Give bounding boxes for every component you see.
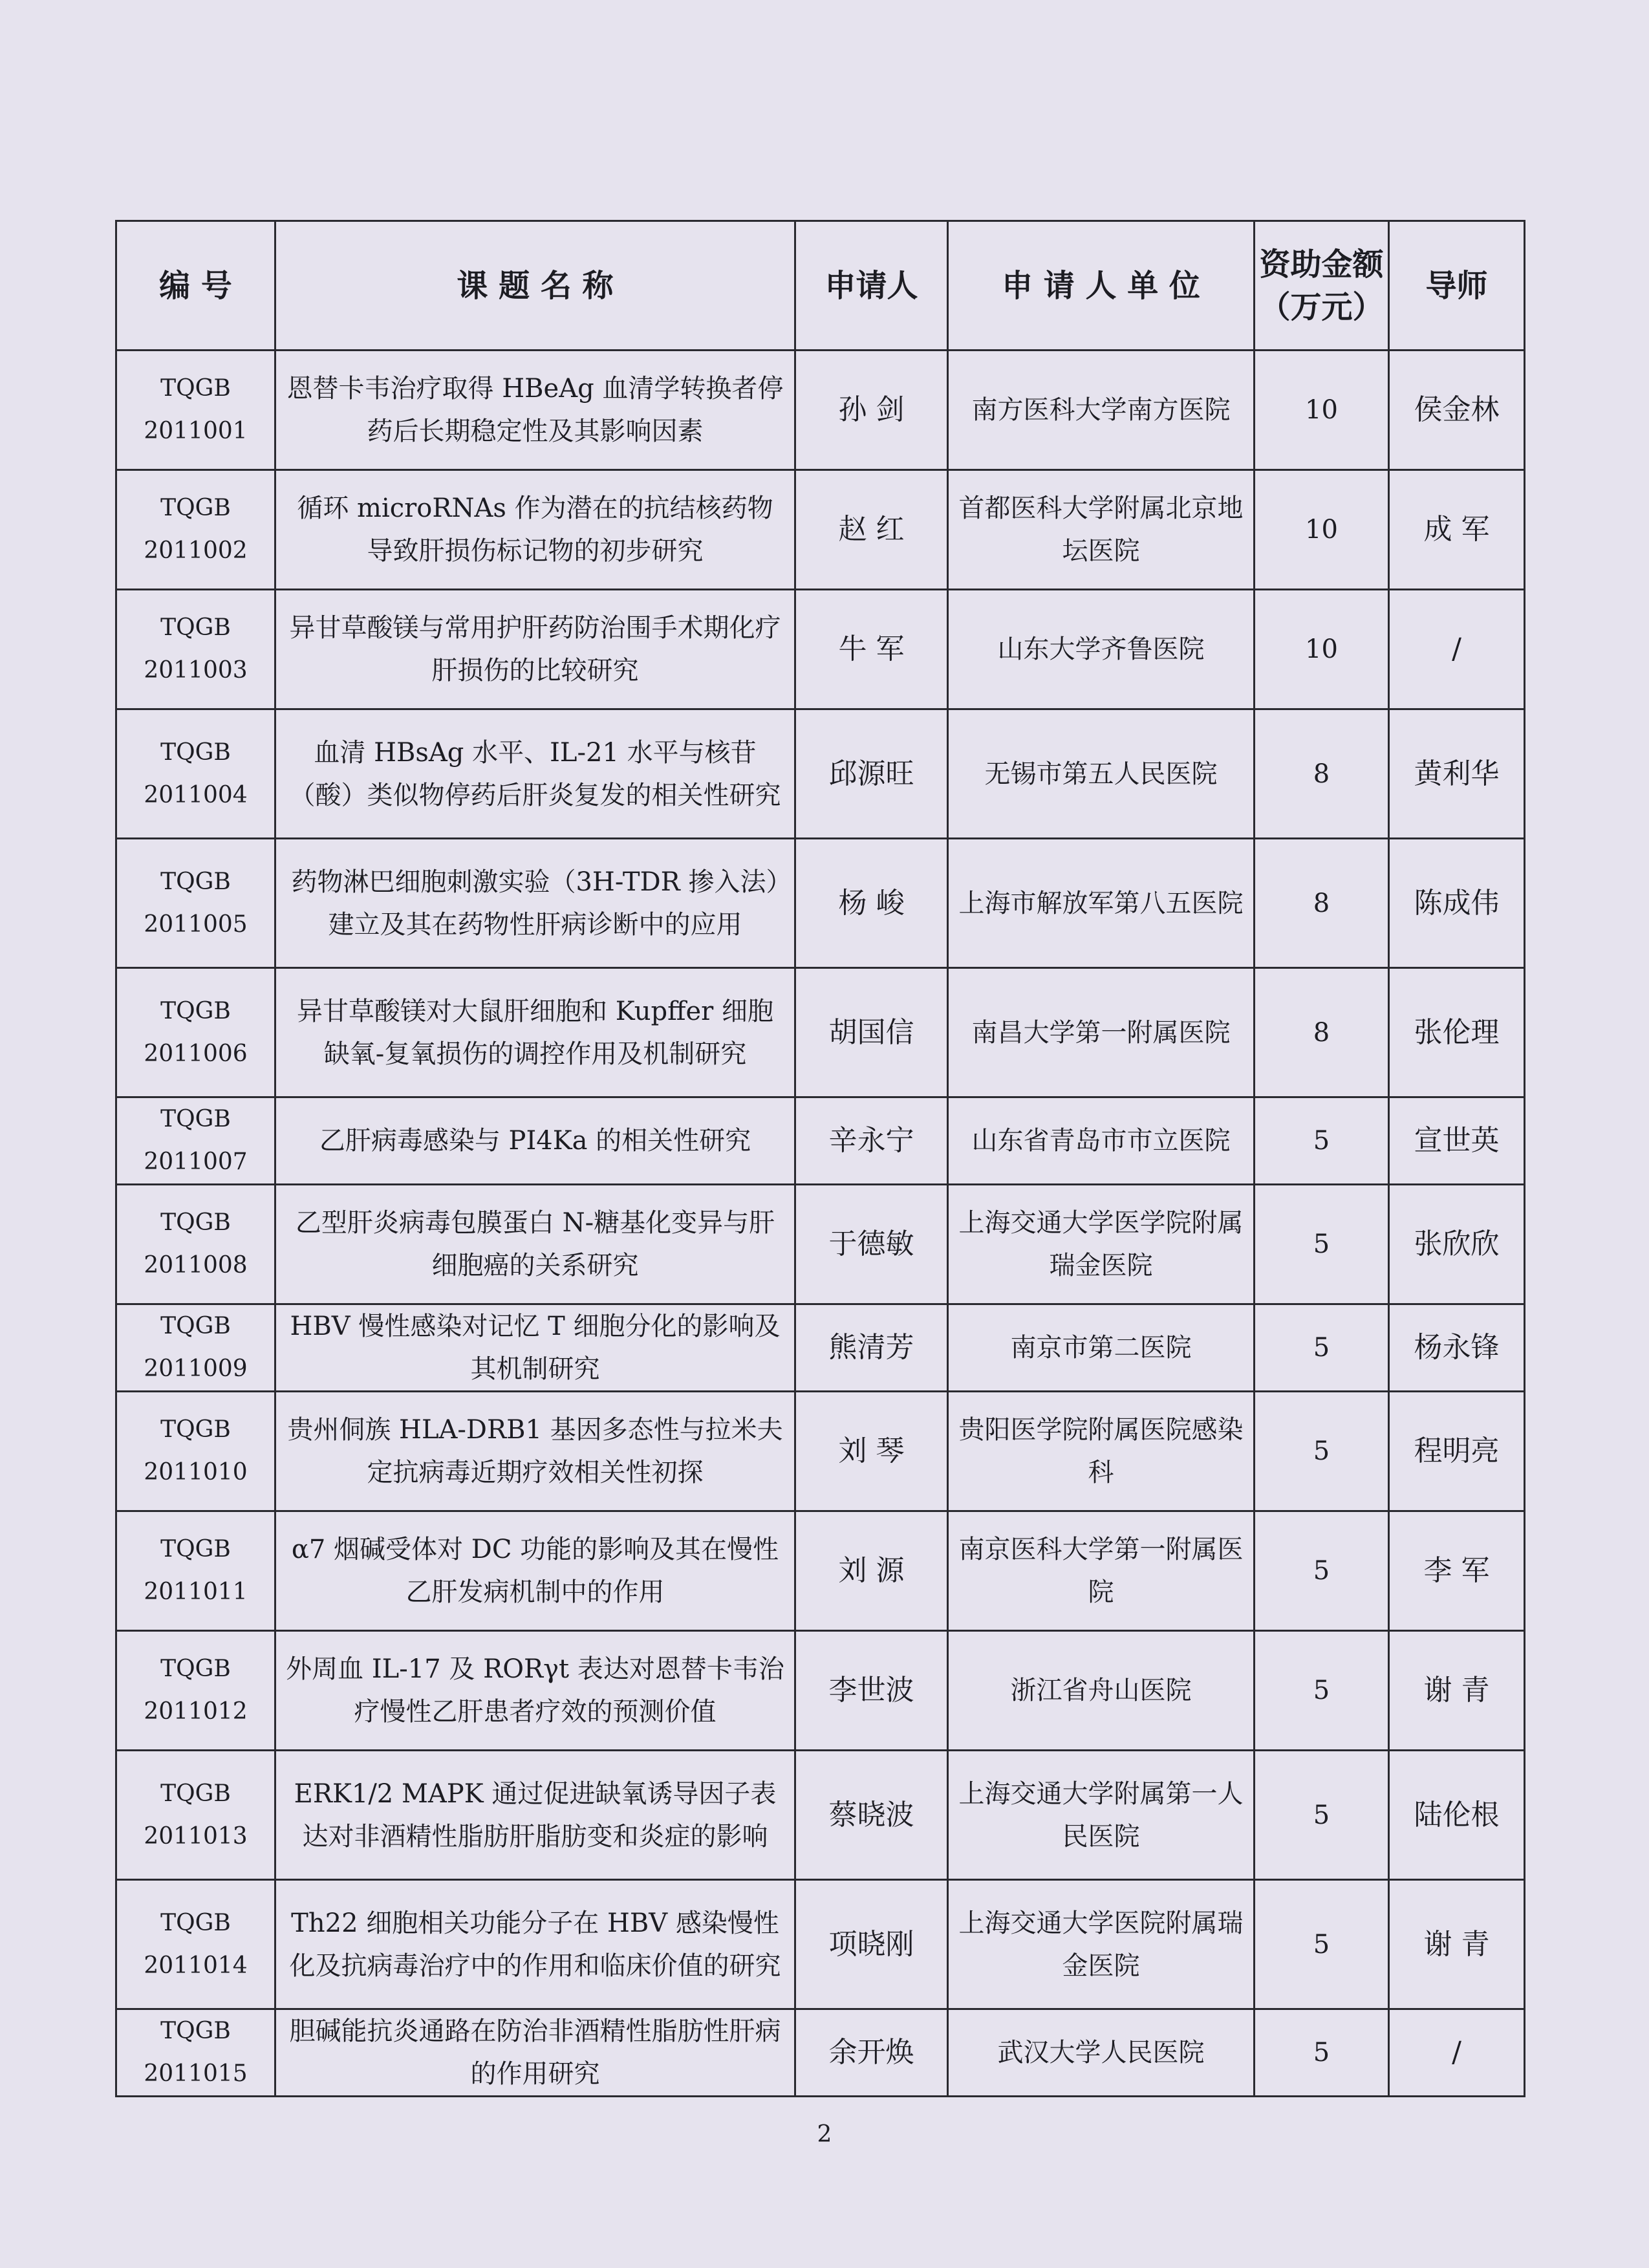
mentor-name: 谢 青 xyxy=(1389,1631,1525,1751)
project-title: 循环 microRNAs 作为潜在的抗结核药物导致肝损伤标记物的初步研究 xyxy=(275,470,795,590)
applicant-institution: 上海市解放军第八五医院 xyxy=(948,839,1255,968)
applicant-name: 孙 剑 xyxy=(795,351,948,470)
funding-amount: 10 xyxy=(1255,470,1389,590)
page-number: 2 xyxy=(817,2121,832,2148)
project-id-prefix: TQGB xyxy=(160,1209,231,1236)
funding-amount: 8 xyxy=(1255,968,1389,1097)
project-id-number: 2011002 xyxy=(144,537,248,564)
applicant-institution: 山东大学齐鲁医院 xyxy=(948,590,1255,709)
funding-amount: 5 xyxy=(1255,1392,1389,1511)
table-row xyxy=(116,1392,1525,1511)
table-row xyxy=(116,351,1525,470)
project-id-cell xyxy=(116,1511,275,1631)
funding-amount: 5 xyxy=(1255,2009,1389,2097)
header-id: 编 号 xyxy=(116,221,275,351)
table-row xyxy=(116,1097,1525,1185)
mentor-name: 成 军 xyxy=(1389,470,1525,590)
applicant-name: 牛 军 xyxy=(795,590,948,709)
project-id-prefix: TQGB xyxy=(160,1416,231,1443)
project-title: 乙肝病毒感染与 PI4Ka 的相关性研究 xyxy=(275,1097,795,1185)
mentor-name: 杨永锋 xyxy=(1389,1304,1525,1392)
applicant-institution: 南京市第二医院 xyxy=(948,1304,1255,1392)
project-id-prefix: TQGB xyxy=(160,495,231,521)
applicant-name: 于德敏 xyxy=(795,1185,948,1304)
project-id-number: 2011015 xyxy=(144,2060,248,2087)
project-title: HBV 慢性感染对记忆 T 细胞分化的影响及其机制研究 xyxy=(275,1304,795,1392)
project-title: α7 烟碱受体对 DC 功能的影响及其在慢性乙肝发病机制中的作用 xyxy=(275,1511,795,1631)
project-id-cell xyxy=(116,968,275,1097)
table-row xyxy=(116,1880,1525,2009)
mentor-name: / xyxy=(1389,590,1525,709)
table-row xyxy=(116,709,1525,839)
header-institution: 申 请 人 单 位 xyxy=(948,221,1255,351)
mentor-name: 宣世英 xyxy=(1389,1097,1525,1185)
project-id-number: 2011007 xyxy=(144,1149,248,1175)
table-row xyxy=(116,968,1525,1097)
project-id-cell xyxy=(116,1392,275,1511)
header-title: 课 题 名 称 xyxy=(275,221,795,351)
project-id-prefix: TQGB xyxy=(160,1536,231,1562)
project-id-prefix: TQGB xyxy=(160,614,231,641)
project-id-cell xyxy=(116,1631,275,1751)
applicant-name: 胡国信 xyxy=(795,968,948,1097)
funding-amount: 5 xyxy=(1255,1631,1389,1751)
table-row xyxy=(116,2009,1525,2097)
header-amount: 资助金额（万元） xyxy=(1255,221,1389,351)
applicant-institution: 贵阳医学院附属医院感染科 xyxy=(948,1392,1255,1511)
project-id-cell xyxy=(116,709,275,839)
applicant-name: 刘 琴 xyxy=(795,1392,948,1511)
table-row xyxy=(116,470,1525,590)
applicant-name: 刘 源 xyxy=(795,1511,948,1631)
table-row xyxy=(116,1304,1525,1392)
funding-amount: 5 xyxy=(1255,1751,1389,1880)
header-applicant: 申请人 xyxy=(795,221,948,351)
funding-amount: 5 xyxy=(1255,1185,1389,1304)
mentor-name: 李 军 xyxy=(1389,1511,1525,1631)
applicant-institution: 南方医科大学南方医院 xyxy=(948,351,1255,470)
applicant-institution: 武汉大学人民医院 xyxy=(948,2009,1255,2097)
project-id-number: 2011001 xyxy=(144,418,248,444)
funding-amount: 5 xyxy=(1255,1304,1389,1392)
project-id-number: 2011005 xyxy=(144,911,248,938)
table-row xyxy=(116,1751,1525,1880)
funding-amount: 5 xyxy=(1255,1097,1389,1185)
project-id-cell xyxy=(116,1880,275,2009)
project-id-prefix: TQGB xyxy=(160,868,231,895)
project-id-cell xyxy=(116,1185,275,1304)
applicant-institution: 山东省青岛市市立医院 xyxy=(948,1097,1255,1185)
project-id-number: 2011012 xyxy=(144,1698,248,1725)
funding-amount: 5 xyxy=(1255,1880,1389,2009)
mentor-name: 侯金林 xyxy=(1389,351,1525,470)
applicant-name: 赵 红 xyxy=(795,470,948,590)
mentor-name: / xyxy=(1389,2009,1525,2097)
project-id-prefix: TQGB xyxy=(160,997,231,1024)
project-id-prefix: TQGB xyxy=(160,375,231,402)
mentor-name: 程明亮 xyxy=(1389,1392,1525,1511)
project-id-cell xyxy=(116,1097,275,1185)
project-id-cell xyxy=(116,1751,275,1880)
table-row xyxy=(116,1631,1525,1751)
applicant-institution: 上海交通大学医学院附属瑞金医院 xyxy=(948,1185,1255,1304)
project-id-cell xyxy=(116,1304,275,1392)
project-id-number: 2011003 xyxy=(144,657,248,684)
project-title: 外周血 IL-17 及 RORγt 表达对恩替卡韦治疗慢性乙肝患者疗效的预测价值 xyxy=(275,1631,795,1751)
project-title: 血清 HBsAg 水平、IL-21 水平与核苷（酸）类似物停药后肝炎复发的相关性研究 xyxy=(275,709,795,839)
funding-amount: 8 xyxy=(1255,839,1389,968)
table-row xyxy=(116,590,1525,709)
applicant-name: 余开焕 xyxy=(795,2009,948,2097)
project-title: 异甘草酸镁与常用护肝药防治围手术期化疗肝损伤的比较研究 xyxy=(275,590,795,709)
project-id-cell xyxy=(116,839,275,968)
project-id-number: 2011010 xyxy=(144,1459,248,1485)
table-row xyxy=(116,1185,1525,1304)
project-id-cell xyxy=(116,590,275,709)
project-id-cell xyxy=(116,351,275,470)
project-id-number: 2011011 xyxy=(144,1579,248,1605)
applicant-institution: 南京医科大学第一附属医院 xyxy=(948,1511,1255,1631)
header-mentor: 导师 xyxy=(1389,221,1525,351)
applicant-institution: 首都医科大学附属北京地坛医院 xyxy=(948,470,1255,590)
project-id-prefix: TQGB xyxy=(160,1313,231,1339)
project-id-prefix: TQGB xyxy=(160,739,231,766)
applicant-institution: 上海交通大学附属第一人民医院 xyxy=(948,1751,1255,1880)
applicant-institution: 上海交通大学医院附属瑞金医院 xyxy=(948,1880,1255,2009)
applicant-name: 蔡晓波 xyxy=(795,1751,948,1880)
project-id-prefix: TQGB xyxy=(160,1909,231,1936)
project-title: Th22 细胞相关功能分子在 HBV 感染慢性化及抗病毒治疗中的作用和临床价值的研究 xyxy=(275,1880,795,2009)
project-id-number: 2011013 xyxy=(144,1822,248,1850)
project-id-prefix: TQGB xyxy=(160,2018,231,2044)
project-title: ERK1/2 MAPK 通过促进缺氧诱导因子表达对非酒精性脂肪肝脂肪变和炎症的影响 xyxy=(275,1751,795,1880)
applicant-institution: 南昌大学第一附属医院 xyxy=(948,968,1255,1097)
funding-amount: 10 xyxy=(1255,590,1389,709)
project-title: 乙型肝炎病毒包膜蛋白 N-糖基化变异与肝细胞癌的关系研究 xyxy=(275,1185,795,1304)
project-id-prefix: TQGB xyxy=(160,1656,231,1682)
applicant-institution: 无锡市第五人民医院 xyxy=(948,709,1255,839)
funding-amount: 8 xyxy=(1255,709,1389,839)
applicant-name: 辛永宁 xyxy=(795,1097,948,1185)
project-id-prefix: TQGB xyxy=(160,1780,231,1807)
applicant-name: 杨 峻 xyxy=(795,839,948,968)
project-title: 药物淋巴细胞刺激实验（3H-TDR 掺入法）建立及其在药物性肝病诊断中的应用 xyxy=(275,839,795,968)
project-id-cell xyxy=(116,2009,275,2097)
mentor-name: 张欣欣 xyxy=(1389,1185,1525,1304)
applicant-name: 项晓刚 xyxy=(795,1880,948,2009)
applicant-institution: 浙江省舟山医院 xyxy=(948,1631,1255,1751)
project-id-number: 2011004 xyxy=(144,781,248,808)
project-id-number: 2011006 xyxy=(144,1040,248,1067)
mentor-name: 陆伦根 xyxy=(1389,1751,1525,1880)
project-title: 贵州侗族 HLA-DRB1 基因多态性与拉米夫定抗病毒近期疗效相关性初探 xyxy=(275,1392,795,1511)
project-id-prefix: TQGB xyxy=(160,1106,231,1132)
applicant-name: 熊清芳 xyxy=(795,1304,948,1392)
grant-table xyxy=(115,220,1525,2097)
table-header-row xyxy=(116,221,1525,351)
funding-amount: 5 xyxy=(1255,1511,1389,1631)
project-title: 恩替卡韦治疗取得 HBeAg 血清学转换者停药后长期稳定性及其影响因素 xyxy=(275,351,795,470)
project-id-number: 2011014 xyxy=(144,1952,248,1979)
project-id-number: 2011008 xyxy=(144,1252,248,1279)
mentor-name: 陈成伟 xyxy=(1389,839,1525,968)
table-row xyxy=(116,839,1525,968)
project-id-cell xyxy=(116,470,275,590)
applicant-name: 邱源旺 xyxy=(795,709,948,839)
mentor-name: 谢 青 xyxy=(1389,1880,1525,2009)
mentor-name: 张伦理 xyxy=(1389,968,1525,1097)
funding-amount: 10 xyxy=(1255,351,1389,470)
project-id-number: 2011009 xyxy=(144,1355,248,1382)
table-row xyxy=(116,1511,1525,1631)
mentor-name: 黄利华 xyxy=(1389,709,1525,839)
applicant-name: 李世波 xyxy=(795,1631,948,1751)
project-title: 异甘草酸镁对大鼠肝细胞和 Kupffer 细胞缺氧-复氧损伤的调控作用及机制研究 xyxy=(275,968,795,1097)
project-title: 胆碱能抗炎通路在防治非酒精性脂肪性肝病的作用研究 xyxy=(275,2009,795,2097)
